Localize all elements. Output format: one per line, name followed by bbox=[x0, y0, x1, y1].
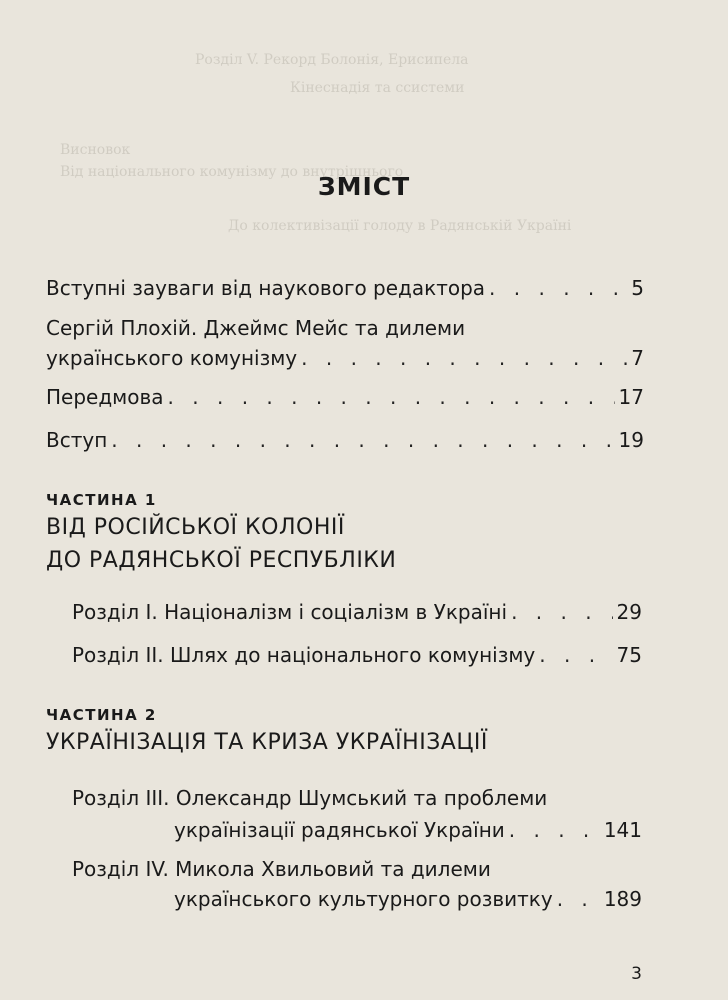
part-label: ЧАСТИНА 1 bbox=[46, 491, 157, 509]
toc-entry-title: Розділ IV. Микола Хвильовий та дилеми bbox=[72, 857, 491, 881]
toc-entry-page: 19 bbox=[618, 428, 644, 452]
toc-entry[interactable] bbox=[46, 346, 644, 370]
bleed-through-line: Розділ V. Рекорд Болонія, Ерисипела bbox=[195, 52, 469, 68]
bleed-through-line: До колективізації голоду в Радянській Україні bbox=[228, 218, 572, 234]
toc-entry-page: 29 bbox=[616, 600, 642, 624]
toc-entry-page: 17 bbox=[618, 385, 644, 409]
toc-entry-title: Розділ ІІ. Шлях до національного комунізму bbox=[72, 643, 536, 667]
toc-entry[interactable] bbox=[174, 818, 642, 842]
page-number: 3 bbox=[631, 964, 642, 984]
toc-entry-page: 189 bbox=[603, 887, 642, 911]
dot-leader bbox=[539, 643, 612, 667]
toc-entry-title: українізації радянської України bbox=[174, 818, 505, 842]
dot-leader bbox=[509, 818, 600, 842]
toc-entry-page: 7 bbox=[631, 346, 644, 370]
toc-entry[interactable] bbox=[72, 600, 642, 624]
bleed-through-line: Висновок bbox=[60, 142, 131, 158]
dot-leader bbox=[511, 600, 612, 624]
toc-entry-title: Розділ ІІІ. Олександр Шумський та проблеми bbox=[72, 786, 548, 810]
dot-leader bbox=[301, 346, 627, 370]
toc-entry-title: Вступні зауваги від наукового редактора bbox=[46, 276, 486, 300]
toc-entry-title: Передмова bbox=[46, 385, 164, 409]
dot-leader bbox=[557, 887, 600, 911]
bleed-through-line: Кінеснадія та ссистеми bbox=[290, 80, 465, 96]
part-title: ДО РАДЯНСЬКОЇ РЕСПУБЛІКИ bbox=[46, 548, 397, 573]
part-label: ЧАСТИНА 2 bbox=[46, 706, 157, 724]
dot-leader bbox=[111, 428, 614, 452]
part-title: УКРАЇНІЗАЦІЯ ТА КРИЗА УКРАЇНІЗАЦІЇ bbox=[46, 730, 488, 755]
bleed-through-line: Від національного комунізму до внутрішнього bbox=[60, 164, 404, 180]
page-title: ЗМІСТ bbox=[317, 172, 411, 201]
toc-entry-title: українського комунізму bbox=[46, 346, 298, 370]
dot-leader bbox=[168, 385, 615, 409]
toc-entry-title: українського культурного розвитку bbox=[174, 887, 553, 911]
dot-leader bbox=[489, 276, 627, 300]
toc-entry[interactable] bbox=[46, 276, 644, 300]
toc-entry[interactable] bbox=[174, 887, 642, 911]
toc-entry-page: 141 bbox=[603, 818, 642, 842]
toc-entry-title: Вступ bbox=[46, 428, 108, 452]
toc-entry[interactable] bbox=[46, 385, 644, 409]
toc-entry-title: Сергій Плохій. Джеймс Мейс та дилеми bbox=[46, 316, 466, 340]
toc-entry-page: 5 bbox=[631, 276, 644, 300]
toc-entry[interactable] bbox=[46, 428, 644, 452]
toc-entry-title: Розділ І. Націоналізм і соціалізм в Україні bbox=[72, 600, 508, 624]
toc-entry[interactable] bbox=[72, 643, 642, 667]
part-title: ВІД РОСІЙСЬКОЇ КОЛОНІЇ bbox=[46, 515, 345, 540]
toc-entry-page: 75 bbox=[616, 643, 642, 667]
